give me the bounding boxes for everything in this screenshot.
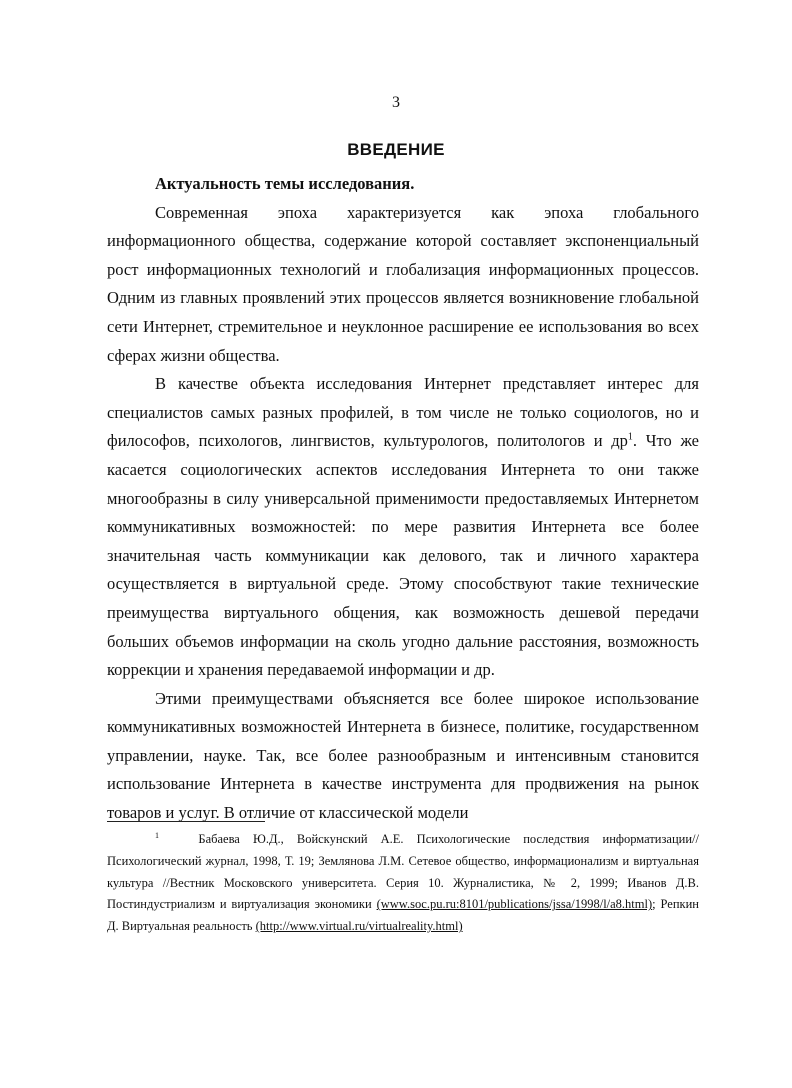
- section-title-paragraph: [107, 170, 699, 199]
- footnote-divider: [107, 821, 265, 822]
- body-text: [107, 170, 699, 828]
- footnote-link-1[interactable]: (www.soc.pu.ru:8101/publications/jssa/1998/l/a8.html): [376, 897, 653, 912]
- page-heading: ВВЕДЕНИЕ: [347, 140, 445, 159]
- paragraph-1: Современная эпоха характеризуется как эпоха глобального информационного общества, содержание которой составляет экспоненциальный рост информационных технологий и глобализация информационных процессов. Одним из главных проявлений этих процессов является возникновение глобальной сети Интернет, стремительное и неуклонное расширение ее использования во всех сферах жизни общества.: [107, 202, 699, 365]
- page-number: 3: [392, 94, 400, 111]
- footnote-link-2[interactable]: (http://www.virtual.ru/virtualreality.html): [255, 919, 463, 934]
- paragraph-2-text-a: В качестве объекта исследования Интернет представляет интерес для специалистов самых разных профилей, в том числе не только социологов, но и философов, психологов, лингвистов, культурологов, политологов и др: [107, 374, 699, 451]
- footnote-text-a: Бабаева Ю.Д., Войскунский А.Е. Психологические последствия информатизации//Психологический журнал, 1998, Т. 19; Землянова Л.М. Сетевое общество, информационализм и виртуальная культура //Вестник Московского университета. Серия 10. Журналистика, № 2, 1999; Иванов Д.В. Постиндустриализм и виртуализация экономики: [107, 832, 699, 912]
- footnote-text-b: ; Репкин Д. Виртуальная реальность: [107, 897, 699, 934]
- footnote: [107, 829, 699, 938]
- paragraph-2: [107, 370, 699, 685]
- footnote-number: 1: [155, 830, 159, 840]
- footnote-reference: 1: [627, 431, 633, 443]
- paragraph-3: Этими преимуществами объясняется все более широкое использование коммуникативных возможностей Интернета в бизнесе, политике, государственном управлении, науке. Так, все более разнообразным и интенсивным становится использование Интернета в качестве инструмента для продвижения на рынок товаров и услуг. В отличие от классической модели: [107, 688, 699, 823]
- section-title: Актуальность темы исследования.: [155, 174, 415, 193]
- paragraph-2-text-b: . Что же касается социологических аспектов исследования Интернета то они также многообразны в силу универсальной применимости предоставляемых Интернетом коммуникативных возможностей: по мере развития Интернета все более значительная часть коммуникации как делового, так и личного характера осуществляется в виртуальной среде. Этому способствуют такие технические преимущества виртуального общения, как возможность дешевой передачи больших объемов информации на сколь угодно дальние расстояния, возможность коррекции и хранения передаваемой информации и др.: [107, 431, 699, 680]
